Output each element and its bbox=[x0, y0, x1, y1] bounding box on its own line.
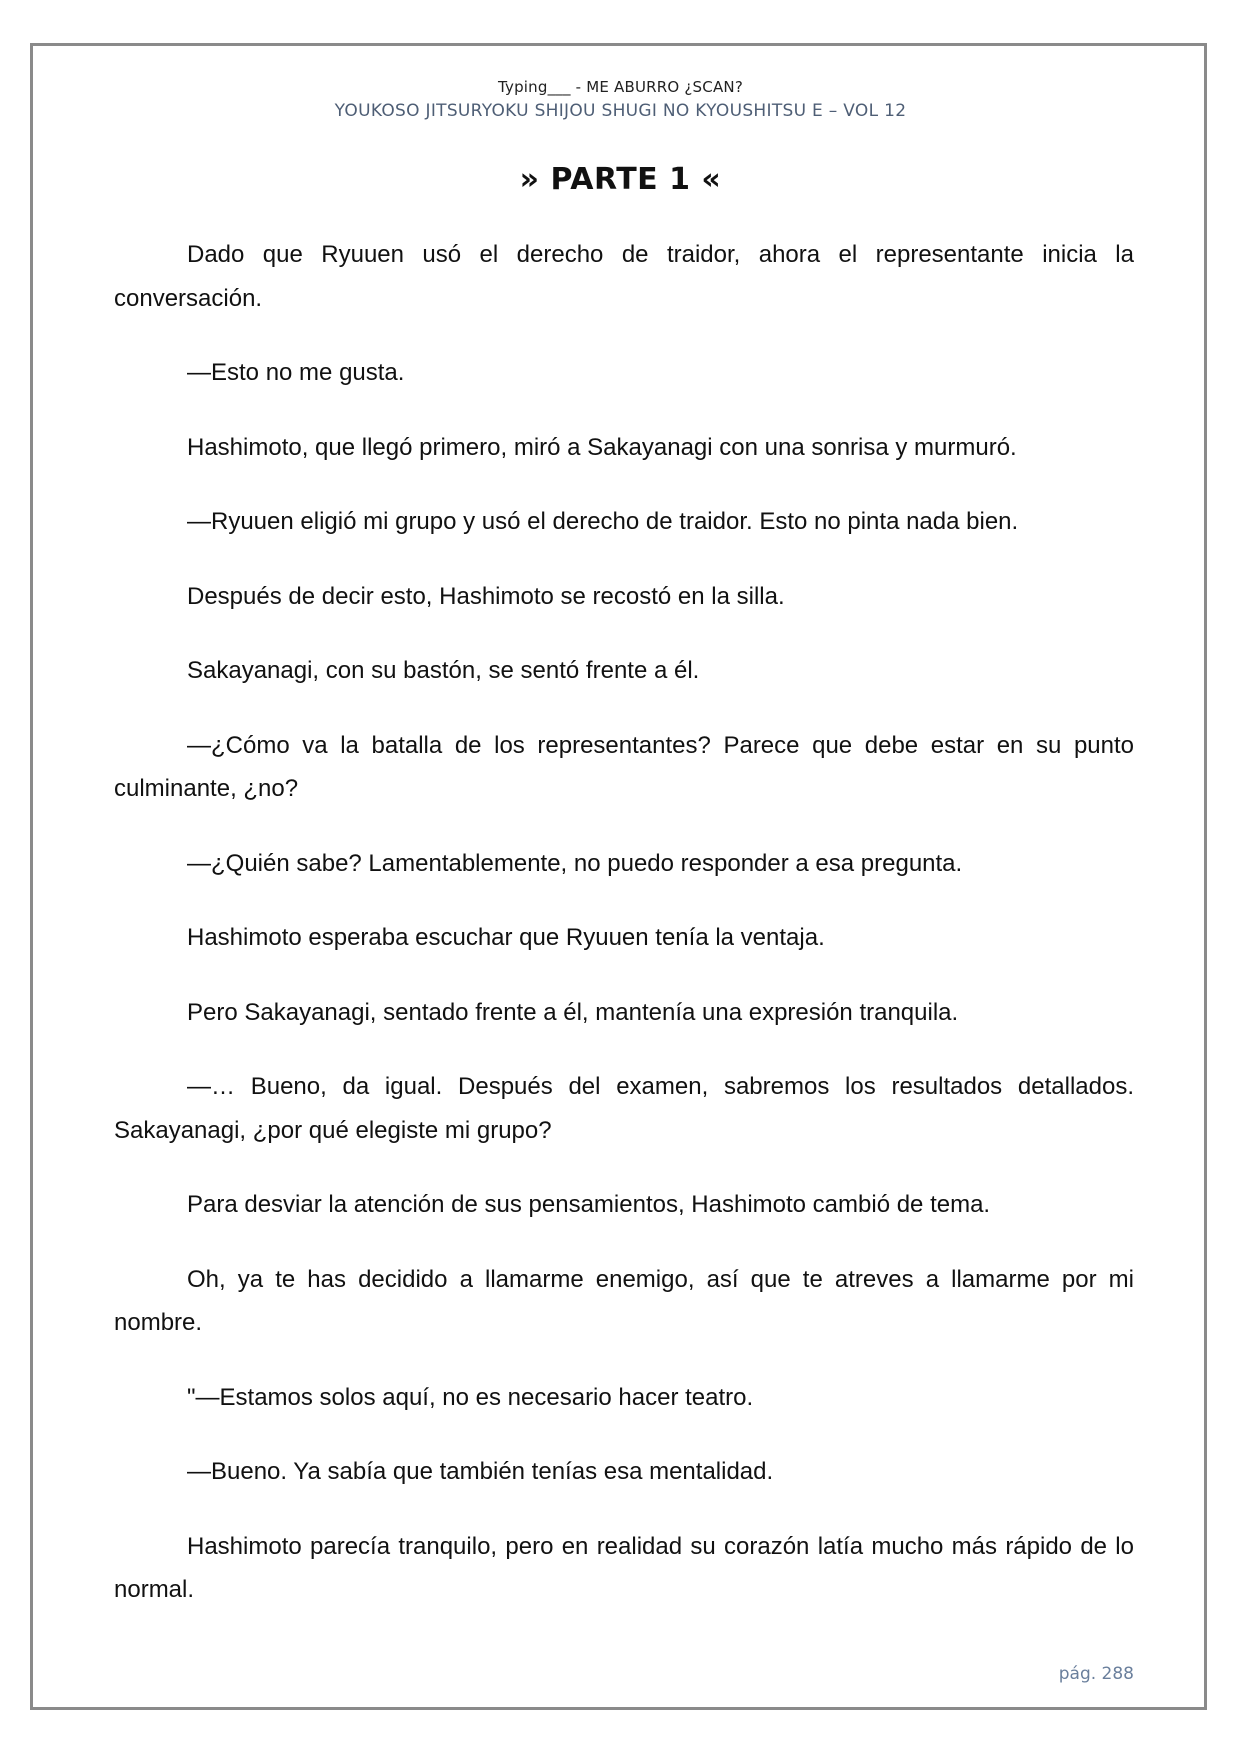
paragraph: Dado que Ryuuen usó el derecho de traidor, ahora el representante inicia la conversación. bbox=[114, 241, 1134, 312]
paragraph: Para desviar la atención de sus pensamientos, Hashimoto cambió de tema. bbox=[187, 1191, 991, 1218]
paragraph: Hashimoto esperaba escuchar que Ryuuen tenía la ventaja. bbox=[187, 924, 825, 951]
paragraph: —… Bueno, da igual. Después del examen, sabremos los resultados detallados. Sakayanagi, ¿por qué elegiste mi grupo? bbox=[114, 1073, 1134, 1144]
paragraph: Hashimoto parecía tranquilo, pero en realidad su corazón latía mucho más rápido de lo normal. bbox=[114, 1532, 1134, 1603]
paragraph: "—Estamos solos aquí, no es necesario hacer teatro. bbox=[187, 1383, 754, 1411]
paragraph: Después de decir esto, Hashimoto se recostó en la silla. bbox=[187, 582, 785, 610]
paragraph: —¿Cómo va la batalla de los representantes? Parece que debe estar en su punto culminante, ¿no? bbox=[114, 731, 1134, 802]
paragraph: —¿Quién sabe? Lamentablemente, no puedo responder a esa pregunta. bbox=[187, 849, 963, 877]
paragraph: Sakayanagi, con su bastón, se sentó frente a él. bbox=[187, 657, 700, 684]
chapter-title: » PARTE 1 « bbox=[519, 162, 722, 197]
header-series-title: YOUKOSO JITSURYOKU SHIJOU SHUGI NO KYOUSHITSU E – VOL 12 bbox=[334, 101, 907, 121]
header-credit: Typing___ - ME ABURRO ¿SCAN? bbox=[497, 78, 743, 96]
page-number: pág. 288 bbox=[1058, 1664, 1134, 1684]
body-text bbox=[114, 233, 1134, 1643]
page-header bbox=[0, 76, 1241, 124]
paragraph: Pero Sakayanagi, sentado frente a él, mantenía una expresión tranquila. bbox=[187, 998, 959, 1026]
paragraph: —Esto no me gusta. bbox=[187, 359, 405, 386]
paragraph: —Bueno. Ya sabía que también tenías esa mentalidad. bbox=[187, 1458, 774, 1485]
paragraph: Oh, ya te has decidido a llamarme enemigo, así que te atreves a llamarme por mi nombre. bbox=[114, 1265, 1134, 1336]
paragraph: —Ryuuen eligió mi grupo y usó el derecho de traidor. Esto no pinta nada bien. bbox=[187, 508, 1019, 535]
paragraph: Hashimoto, que llegó primero, miró a Sakayanagi con una sonrisa y murmuró. bbox=[187, 433, 1017, 461]
